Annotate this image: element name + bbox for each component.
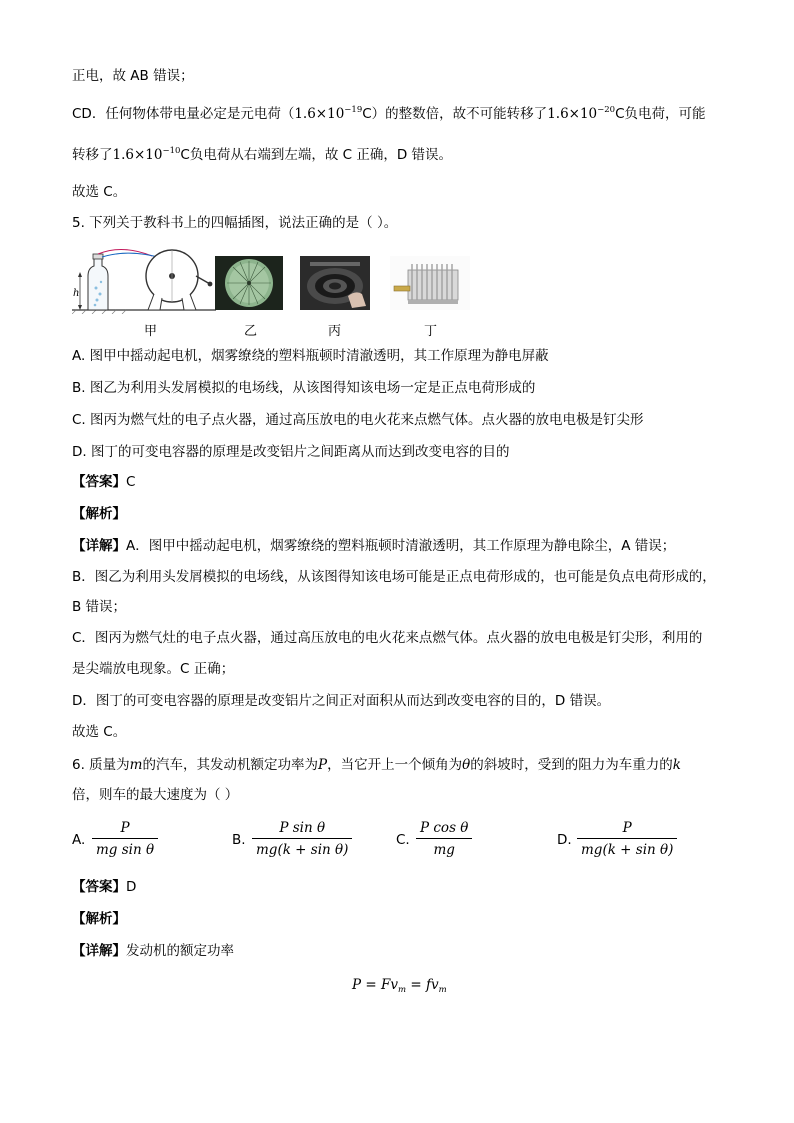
text-fragment: CD．任何物体带电量必定是元电荷（ bbox=[72, 106, 295, 122]
option-c: C. P cos θ mg bbox=[396, 818, 486, 864]
text-fragment: C）的整数倍，故不可能转移了 bbox=[362, 106, 548, 122]
detail-line: 是尖端放电现象。C 正确； bbox=[72, 661, 235, 677]
mass-symbol: m bbox=[129, 757, 143, 773]
answer-value: C bbox=[126, 474, 136, 490]
analysis-tag: 【解析】 bbox=[72, 506, 126, 522]
detail-line: B 错误； bbox=[72, 599, 127, 615]
detail-line bbox=[72, 942, 234, 960]
analysis-tag: 【解析】 bbox=[72, 911, 126, 927]
detail-line: 故选 C。 bbox=[72, 724, 127, 740]
text-line: 故选 C。 bbox=[72, 184, 127, 200]
detail-text: 发动机的额定功率 bbox=[126, 943, 234, 959]
option-b: B. P sin θ mg(k + sin θ) bbox=[232, 818, 362, 864]
text-line bbox=[72, 105, 706, 123]
figure-jia bbox=[72, 244, 216, 314]
detail-line: B．图乙为利用头发屑模拟的电场线，从该图得知该电场可能是正点电荷形成的，也可能是负点电荷形成的， bbox=[72, 569, 716, 585]
figure-caption: 丙 bbox=[328, 324, 342, 339]
answer-line bbox=[72, 473, 135, 491]
text-fragment: C负电荷从右端到左端，故 C 正确，D 错误。 bbox=[180, 147, 453, 163]
factor-symbol: k bbox=[672, 757, 681, 773]
option-a: A. 图甲中摇动起电机，烟雾缭绕的塑料瓶顿时清澈透明，其工作原理为静电屏蔽 bbox=[72, 348, 549, 364]
answer-tag: 【答案】 bbox=[72, 879, 126, 895]
figure-caption: 乙 bbox=[244, 324, 258, 339]
option-c: C. 图丙为燃气灶的电子点火器，通过高压放电的电火花来点燃气体。点火器的放电电极是钉尖形 bbox=[72, 412, 644, 428]
figure-caption: 甲 bbox=[144, 324, 158, 339]
text-line bbox=[72, 146, 452, 164]
detail-text: A．图甲中摇动起电机，烟雾缭绕的塑料瓶顿时清澈透明，其工作原理为静电除尘，A 错误； bbox=[126, 538, 676, 554]
charge-value: $1.6\times 10^{-10}$ bbox=[112, 146, 181, 163]
text-fragment: 转移了 bbox=[72, 147, 113, 163]
equation: $P = Fv_m = fv_m$ bbox=[352, 977, 447, 995]
fraction: P mg sin θ bbox=[92, 818, 158, 861]
detail-line bbox=[72, 537, 675, 555]
figure-bing bbox=[300, 256, 370, 310]
option-a: A. P mg sin θ bbox=[72, 818, 172, 864]
detail-tag: 【详解】 bbox=[72, 943, 126, 959]
text-fragment: C负电荷，可能 bbox=[615, 106, 706, 122]
fraction: P sin θ mg(k + sin θ) bbox=[252, 818, 352, 861]
question-6-stem: 6. 质量为m的汽车，其发动机额定功率为P，当它开上一个倾角为θ的斜坡时，受到的阻力为车重力的k bbox=[72, 757, 681, 773]
option-b: B. 图乙为利用头发屑模拟的电场线，从该图得知该电场一定是正点电荷形成的 bbox=[72, 380, 536, 396]
detail-line: C．图丙为燃气灶的电子点火器，通过高压放电的电火花来点燃气体。点火器的放电电极是钉尖形，利用的 bbox=[72, 630, 703, 646]
figure-caption: 丁 bbox=[424, 324, 438, 339]
charge-value: $1.6\times 10^{-20}$ bbox=[547, 105, 616, 122]
power-symbol: P bbox=[317, 757, 328, 773]
answer-tag: 【答案】 bbox=[72, 474, 126, 490]
text-line: 正电，故 AB 错误； bbox=[72, 68, 194, 84]
fraction: P cos θ mg bbox=[416, 818, 472, 861]
detail-line: D．图丁的可变电容器的原理是改变铝片之间正对面积从而达到改变电容的目的，D 错误。 bbox=[72, 693, 611, 709]
figure-ding bbox=[390, 256, 470, 310]
height-label: h bbox=[73, 288, 80, 299]
figure-yi bbox=[215, 256, 283, 310]
fraction: P mg(k + sin θ) bbox=[577, 818, 677, 861]
angle-symbol: θ bbox=[462, 757, 471, 773]
detail-tag: 【详解】 bbox=[72, 538, 126, 554]
answer-value: D bbox=[126, 879, 137, 895]
option-d: D. 图丁的可变电容器的原理是改变铝片之间距离从而达到改变电容的目的 bbox=[72, 444, 510, 460]
question-5-stem: 5. 下列关于教科书上的四幅插图，说法正确的是（ ）。 bbox=[72, 215, 398, 231]
answer-line bbox=[72, 878, 136, 896]
option-d: D. P mg(k + sin θ) bbox=[557, 818, 687, 864]
question-6-stem: 倍，则车的最大速度为（ ） bbox=[72, 787, 239, 803]
charge-value: $1.6\times 10^{-19}$ bbox=[294, 105, 363, 122]
